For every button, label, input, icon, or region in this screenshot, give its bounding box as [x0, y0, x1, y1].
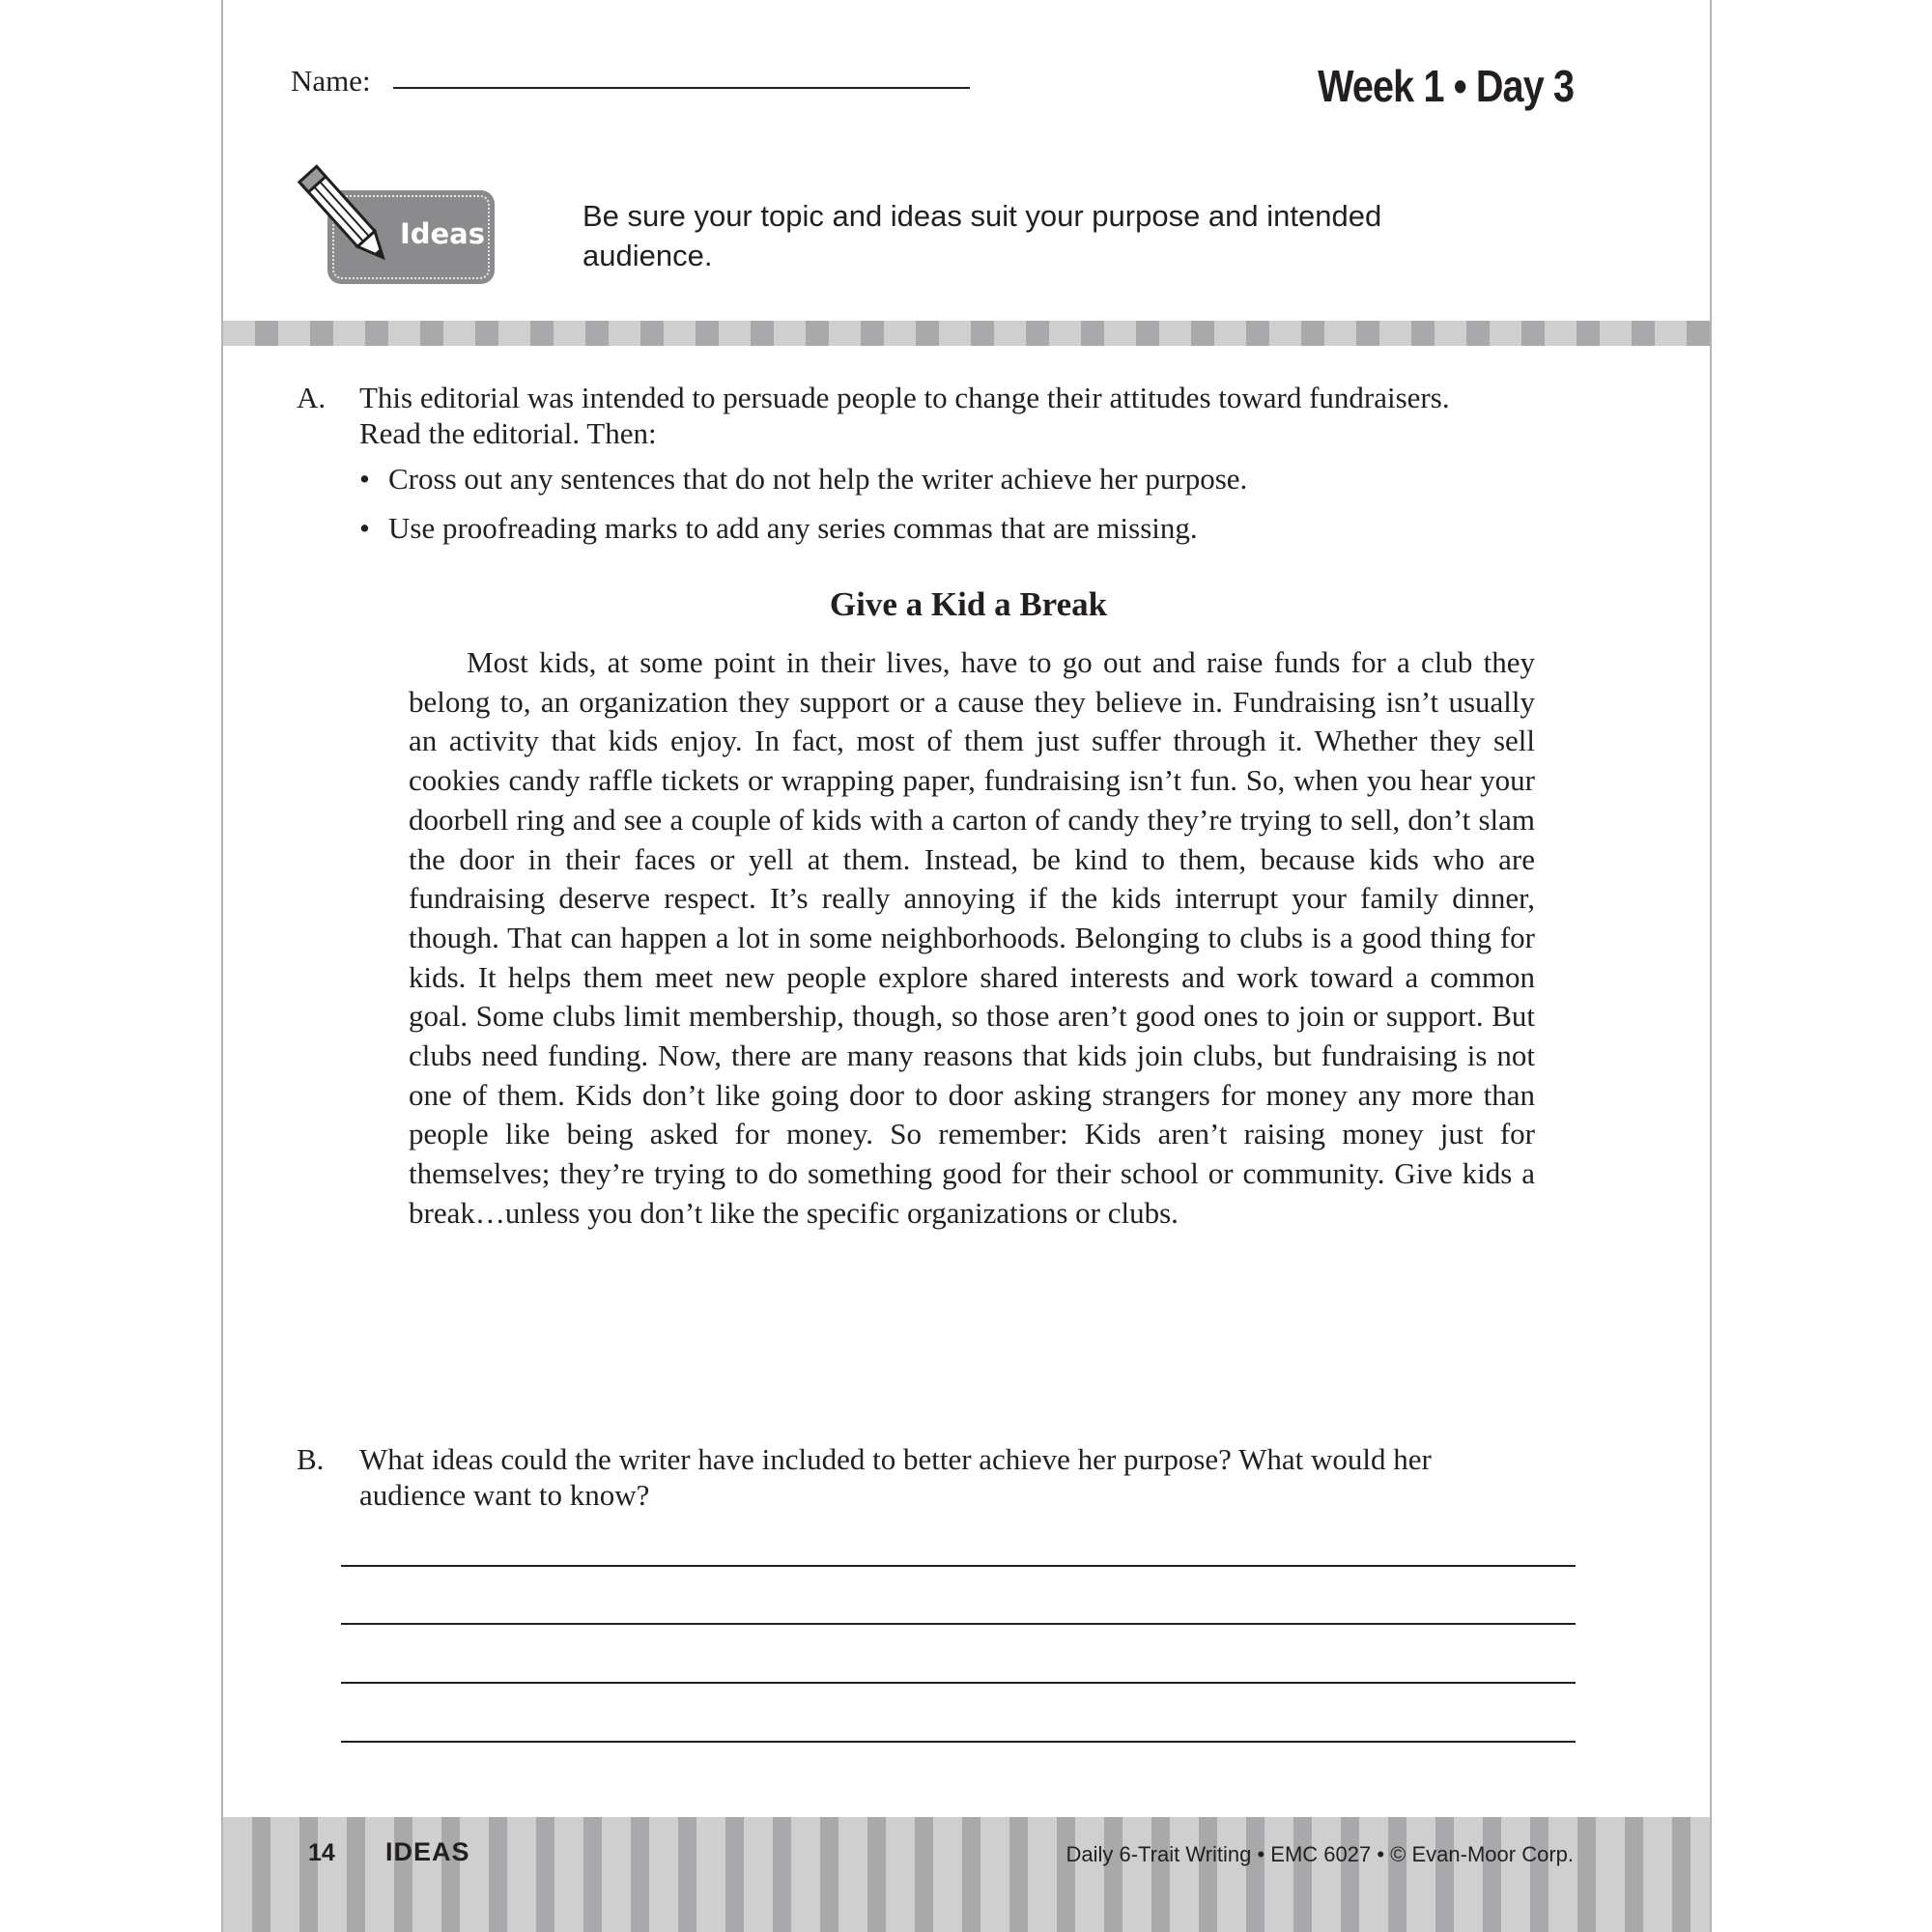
editorial-body: Most kids, at some point in their lives, have to go out and raise funds for a club they belong to, an organization they support or a cause they believe in. Fundraising isn’t usually an activity that kids enjoy. In fact, most of them just suffer through it. Whether they sell cookies candy raffle tickets or wrapping paper, fundraising isn’t fun. So, when you hear your doorbell ring and see a couple of kids with a carton of candy they’re trying to sell, don’t slam the door in their faces or yell at them. Instead, be kind to them, because kids who are fundraising deserve respect. It’s really annoying if the kids interrupt your family dinner, though. That can happen a lot in some neighborhoods. Belonging to clubs is a good thing for kids. It helps them meet new people explore shared interests and work toward a common goal. Some clubs limit membership, though, so those aren’t good ones to join or support. But clubs need funding. Now, there are many reasons that kids join clubs, but fundraising is not one of them. Kids don’t like going door to door asking strangers for money any more than people like being asked for money. So remember: Kids aren’t raising money just for themselves; they’re trying to do something good for their school or community. Give kids a break…unless you don’t like the specific organizations or clubs.: [409, 645, 1535, 1230]
section-a: [297, 380, 1504, 451]
name-field[interactable]: [393, 87, 970, 89]
section-a-instructions: This editorial was intended to persuade people to change their attitudes toward fundraisers. Read the editorial. Then:: [359, 381, 1450, 450]
section-a-letter: A.: [297, 381, 327, 414]
section-b-question: What ideas could the writer have included to better achieve her purpose? What would her audience want to know?: [359, 1442, 1432, 1512]
instruction-list: [359, 462, 1470, 560]
editorial-title: Give a Kid a Break: [829, 585, 1108, 623]
header-divider: [223, 321, 1710, 346]
footer-trait: IDEAS: [385, 1837, 470, 1866]
pencil-icon: [289, 150, 405, 285]
answer-line[interactable]: [341, 1741, 1576, 1743]
instruction-bullet: • Use proofreading marks to add any series commas that are missing.: [359, 511, 1470, 560]
footer-bar: [223, 1817, 1710, 1932]
name-label: Name:: [291, 64, 371, 98]
footer-credit: Daily 6-Trait Writing • EMC 6027 • © Evan-Moor Corp.: [1065, 1842, 1574, 1866]
section-b-letter: B.: [297, 1442, 325, 1476]
worksheet-page: [221, 0, 1712, 1932]
answer-line[interactable]: [341, 1682, 1576, 1684]
answer-line[interactable]: [341, 1565, 1576, 1567]
answer-line[interactable]: [341, 1623, 1576, 1625]
instruction-bullet: • Cross out any sentences that do not help the writer achieve her purpose.: [359, 462, 1470, 511]
trait-badge-label: Ideas: [399, 217, 485, 250]
section-b: [297, 1441, 1504, 1513]
trait-tip: Be sure your topic and ideas suit your purpose and intended audience.: [582, 199, 1382, 272]
week-day-title: Week 1 • Day 3: [1318, 61, 1574, 111]
page-number: 14: [308, 1839, 335, 1866]
